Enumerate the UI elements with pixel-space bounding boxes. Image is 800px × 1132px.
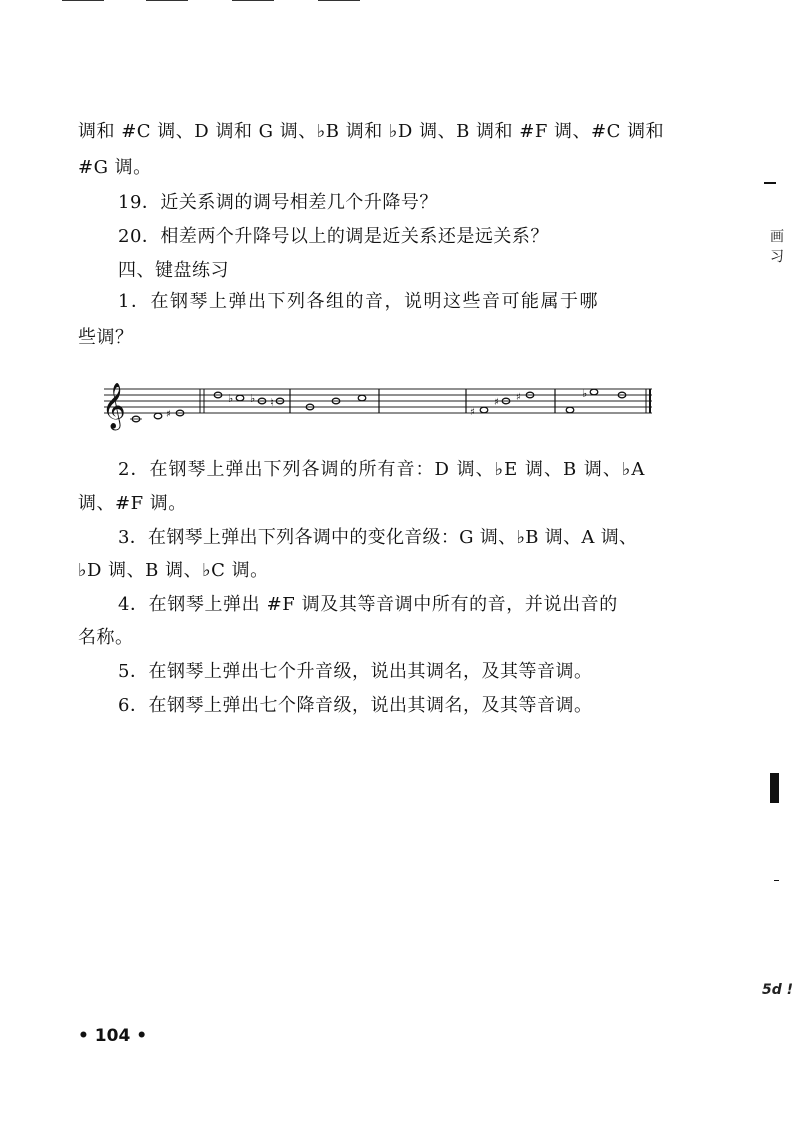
top-rule-4	[318, 0, 360, 1]
exercise-2-line-1: 2．在钢琴上弹出下列各调的所有音：D 调、♭E 调、B 调、♭A	[118, 459, 646, 480]
exercise-1-line-1: 1．在钢琴上弹出下列各组的音，说明这些音可能属于哪	[118, 291, 599, 312]
svg-text:♮: ♮	[270, 396, 274, 409]
svg-text:♯: ♯	[470, 407, 475, 418]
treble-clef-icon: 𝄞	[102, 383, 126, 429]
question-19: 19．近关系调的调号相差几个升降号？	[118, 192, 438, 213]
exercise-6: 6．在钢琴上弹出七个降音级，说出其调名，及其等音调。	[118, 695, 593, 716]
page-number: • 104 •	[78, 1026, 148, 1046]
top-rule-1	[62, 0, 104, 1]
exercise-5: 5．在钢琴上弹出七个升音级，说出其调名，及其等音调。	[118, 661, 593, 682]
margin-char-3: 5d !	[762, 982, 794, 998]
music-staff-figure	[100, 375, 656, 435]
svg-text:♭: ♭	[228, 392, 234, 405]
exercise-3-line-2: ♭D 调、B 调、♭C 调。	[78, 560, 269, 581]
svg-text:♭: ♭	[582, 387, 588, 400]
question-20: 20．相差两个升降号以上的调是近关系还是远关系？	[118, 226, 549, 247]
exercise-1-line-2: 些调？	[78, 327, 134, 348]
exercise-3-line-1: 3．在钢琴上弹出下列各调中的变化音级：G 调、♭B 调、A 调、	[118, 527, 638, 548]
margin-char-2: 习	[770, 249, 784, 265]
svg-text:♭: ♭	[250, 392, 256, 405]
margin-char-1: 画	[770, 229, 784, 245]
section-heading-keyboard: 四、键盘练习	[118, 260, 229, 281]
svg-text:♯: ♯	[494, 397, 499, 408]
exercise-4-line-2: 名称。	[78, 627, 134, 648]
exercise-2-line-2: 调、#F 调。	[78, 493, 187, 514]
text-line-keys-end: #G 调。	[78, 157, 152, 178]
exercise-4-line-1: 4．在钢琴上弹出 #F 调及其等音调中所有的音，并说出音的	[118, 594, 618, 615]
margin-small-dash	[774, 880, 779, 881]
svg-text:♯: ♯	[516, 392, 521, 403]
top-rule-3	[232, 0, 274, 1]
text-line-keys: 调和 #C 调、D 调和 G 调、♭B 调和 ♭D 调、B 调和 #F 调、#C 调和	[78, 121, 665, 142]
staff-lines	[104, 389, 652, 413]
margin-thick-bar	[770, 773, 779, 803]
top-rule-2	[146, 0, 188, 1]
margin-dash	[764, 182, 776, 184]
svg-text:♯: ♯	[166, 409, 171, 420]
